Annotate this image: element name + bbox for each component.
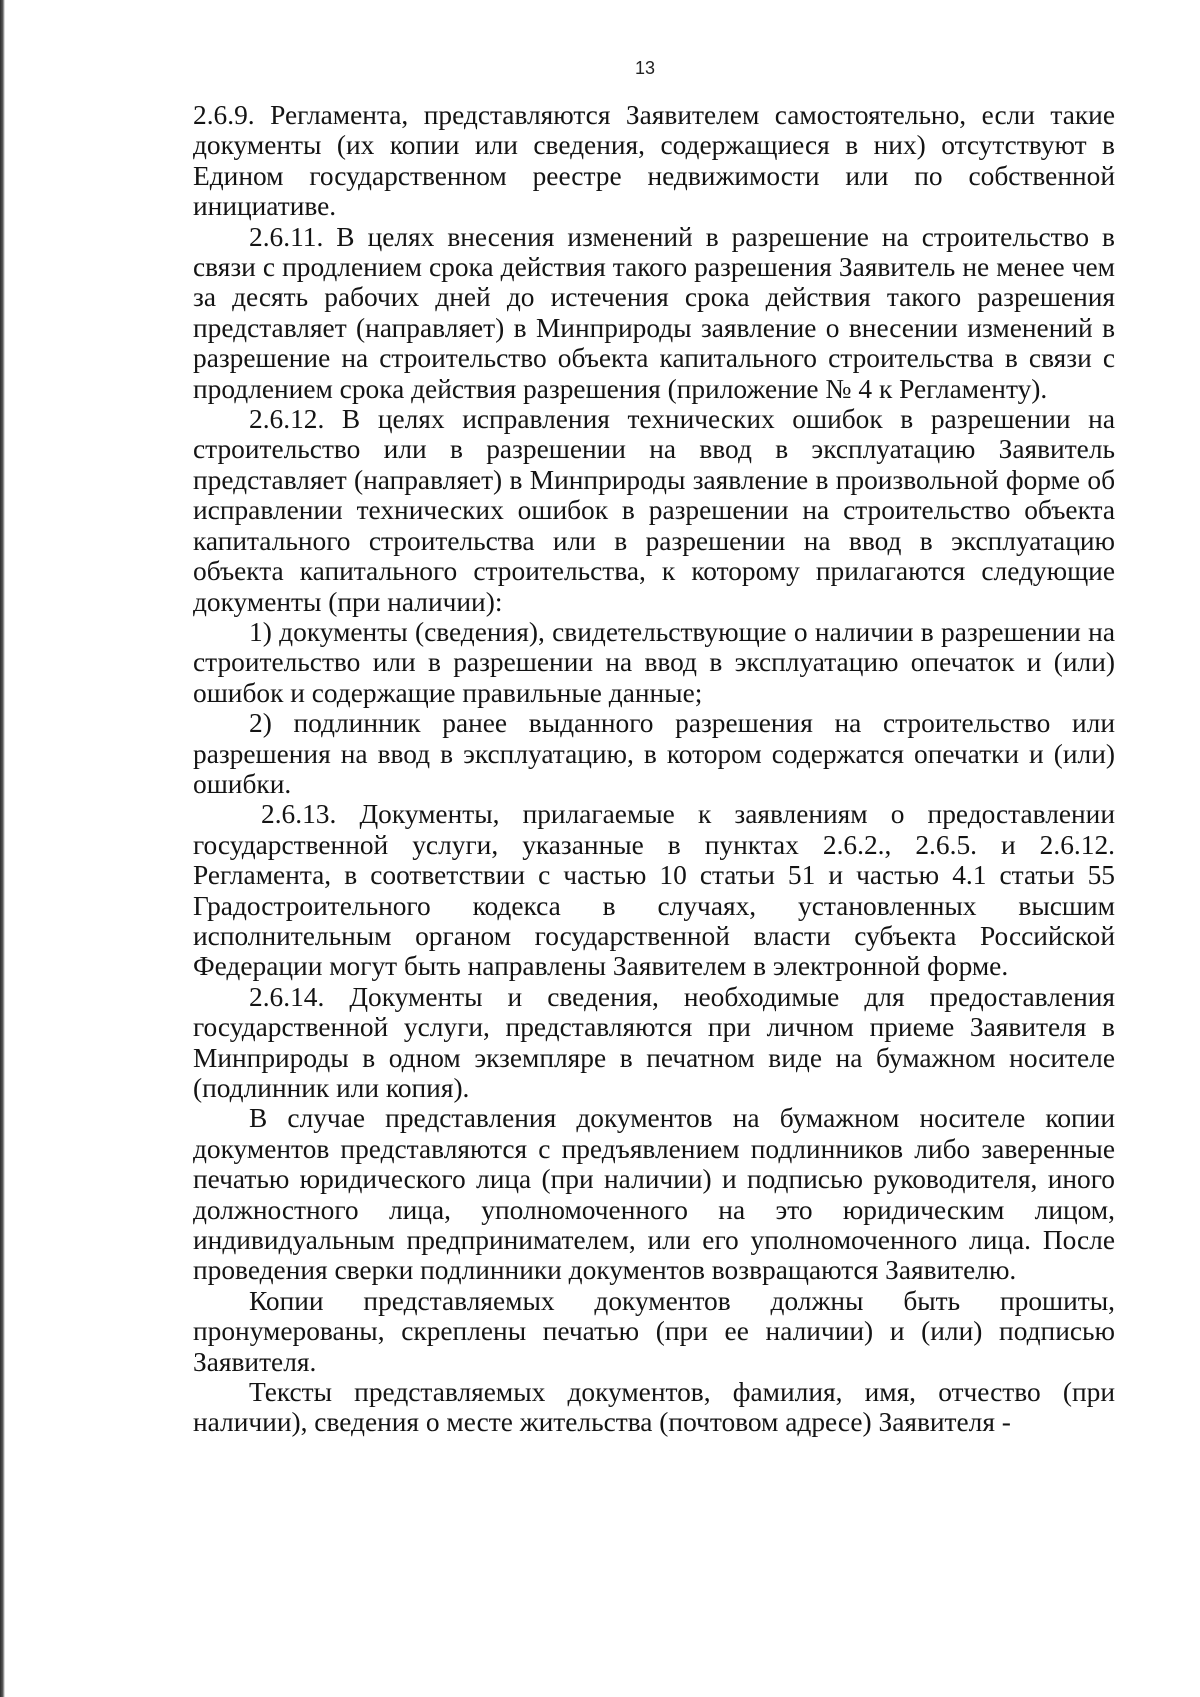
paragraph-texts: Тексты представляемых документов, фамилия, имя, отчество (при наличии), сведения о месте жительства (почтовом адресе) Заявителя - bbox=[193, 1377, 1115, 1438]
list-item-2: 2) подлинник ранее выданного разрешения на строительство или разрешения на ввод в эксплуатацию, в котором содержатся опечатки и (или) ошибки. bbox=[193, 708, 1115, 799]
paragraph-2-6-11: 2.6.11. В целях внесения изменений в разрешение на строительство в связи с продлением срока действия такого разрешения Заявитель не менее чем за десять рабочих дней до истечения срока действия такого разрешения представляет (направляет) в Минприроды заявление о внесении изменений в разрешение на строительство объекта капитального строительства в связи с продлением срока действия разрешения (приложение № 4 к Регламенту). bbox=[193, 221, 1115, 404]
paragraph-2-6-9-continuation: 2.6.9. Регламента, представляются Заявителем самостоятельно, если такие документы (их копии или сведения, содержащиеся в них) отсутствуют в Едином государственном реестре недвижимости или по собственной инициативе. bbox=[193, 100, 1115, 222]
paragraph-2-6-12: 2.6.12. В целях исправления технических ошибок в разрешении на строительство или в разрешении на ввод в эксплуатацию Заявитель представляет (направляет) в Минприроды заявление в произвольной форме об исправлении технических ошибок в разрешении на строительство объекта капитального строительства или в разрешении на ввод в эксплуатацию объекта капитального строительства, к которому прилагаются следующие документы (при наличии): bbox=[193, 404, 1115, 617]
document-body bbox=[193, 100, 1115, 1438]
paragraph-copies-bound: Копии представляемых документов должны быть прошиты, пронумерованы, скреплены печатью (при ее наличии) и (или) подписью Заявителя. bbox=[193, 1285, 1115, 1377]
paragraph-2-6-14: 2.6.14. Документы и сведения, необходимые для предоставления государственной услуги, представляются при личном приеме Заявителя в Минприроды в одном экземпляре в печатном виде на бумажном носителе (подлинник или копия). bbox=[193, 981, 1115, 1103]
page-number: 13 bbox=[634, 58, 656, 78]
list-item-1: 1) документы (сведения), свидетельствующие о наличии в разрешении на строительство или в разрешении на ввод в эксплуатацию опечаток и (или) ошибок и содержащие правильные данные; bbox=[193, 616, 1115, 708]
scan-border bbox=[0, 0, 5, 1697]
paragraph-2-6-13: 2.6.13. Документы, прилагаемые к заявлениям о предоставлении государственной услуги, указанные в пунктах 2.6.2., 2.6.5. и 2.6.12. Регламента, в соответствии с частью 10 статьи 51 и частью 4.1 статьи 55 Градостроительного кодекса в случаях, установленных высшим исполнительным органом государственной власти субъекта Российской Федерации могут быть направлены Заявителем в электронной форме. bbox=[193, 799, 1115, 982]
paragraph-paper-copies: В случае представления документов на бумажном носителе копии документов представляются с предъявлением подлинников либо заверенные печатью юридического лица (при наличии) и подписью руководителя, иного должностного лица, уполномоченного на это юридическим лицом, индивидуальным предпринимателем, или его уполномоченного лица. После проведения сверки подлинники документов возвращаются Заявителю. bbox=[193, 1103, 1115, 1286]
